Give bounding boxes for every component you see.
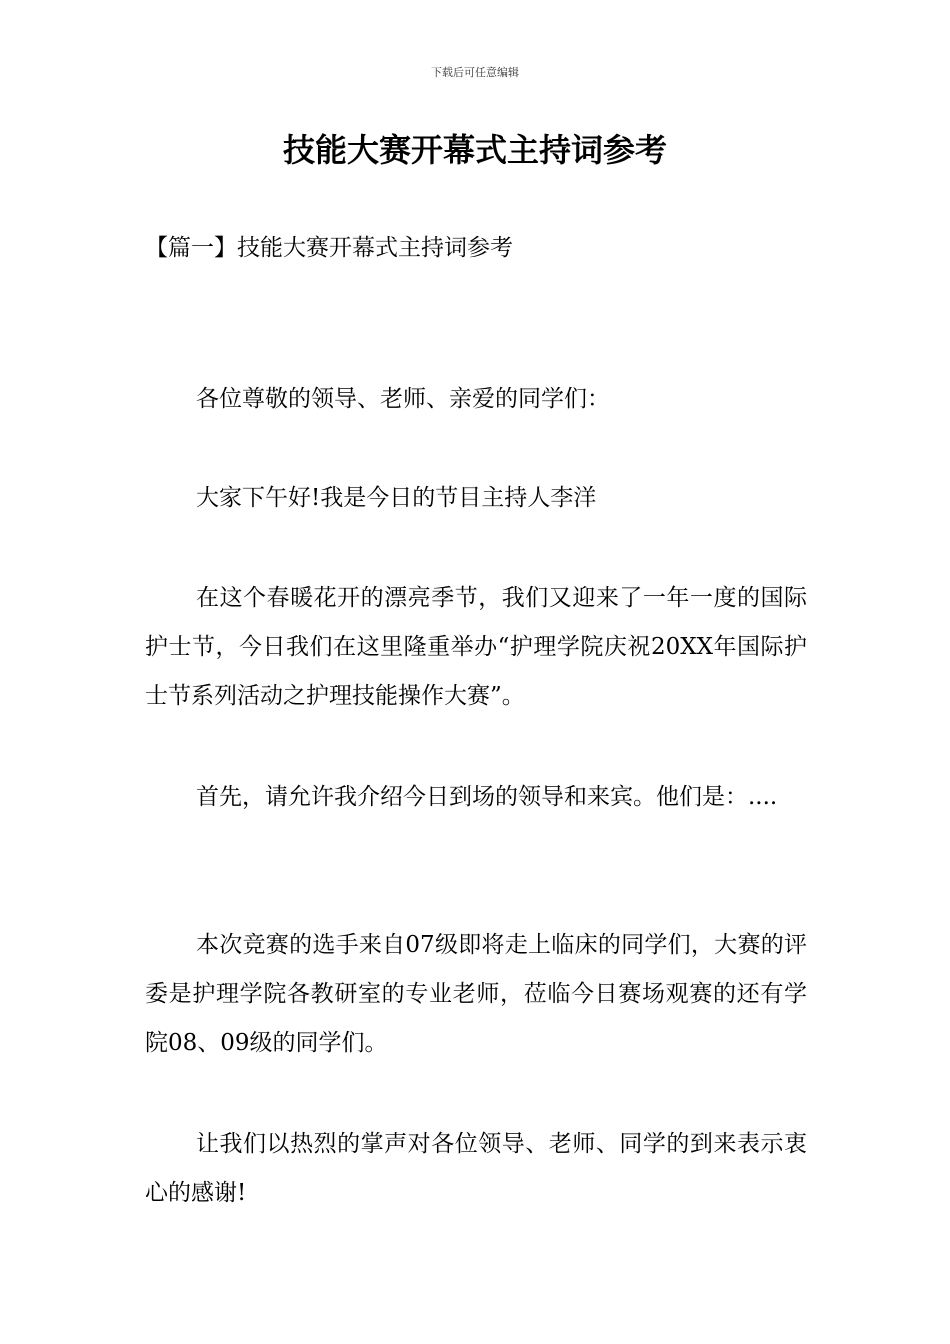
paragraph-event-intro: 在这个春暖花开的漂亮季节，我们又迎来了一年一度的国际护士节，今日我们在这里隆重举办“护理学院庆祝20XX年国际护士节系列活动之护理技能操作大赛”。	[145, 585, 807, 709]
paragraph-host-intro: 大家下午好!我是今日的节目主持人李洋	[196, 485, 597, 511]
paragraph-thanks: 让我们以热烈的掌声对各位领导、老师、同学的到来表示衷心的感谢!	[145, 1131, 807, 1206]
paragraph-participants: 本次竞赛的选手来自07级即将走上临床的同学们，大赛的评委是护理学院各教研室的专业老师，莅临今日赛场观赛的还有学院08、09级的同学们。	[145, 932, 807, 1056]
paragraph-guests: 首先，请允许我介绍今日到场的领导和来宾。他们是：....	[196, 784, 778, 810]
document-title: 技能大赛开幕式主持词参考	[282, 131, 667, 169]
header-note: 下载后可任意编辑	[431, 66, 519, 79]
paragraph-greeting: 各位尊敬的领导、老师、亲爱的同学们：	[196, 386, 610, 412]
section-heading: 【篇一】技能大赛开幕式主持词参考	[145, 235, 513, 261]
